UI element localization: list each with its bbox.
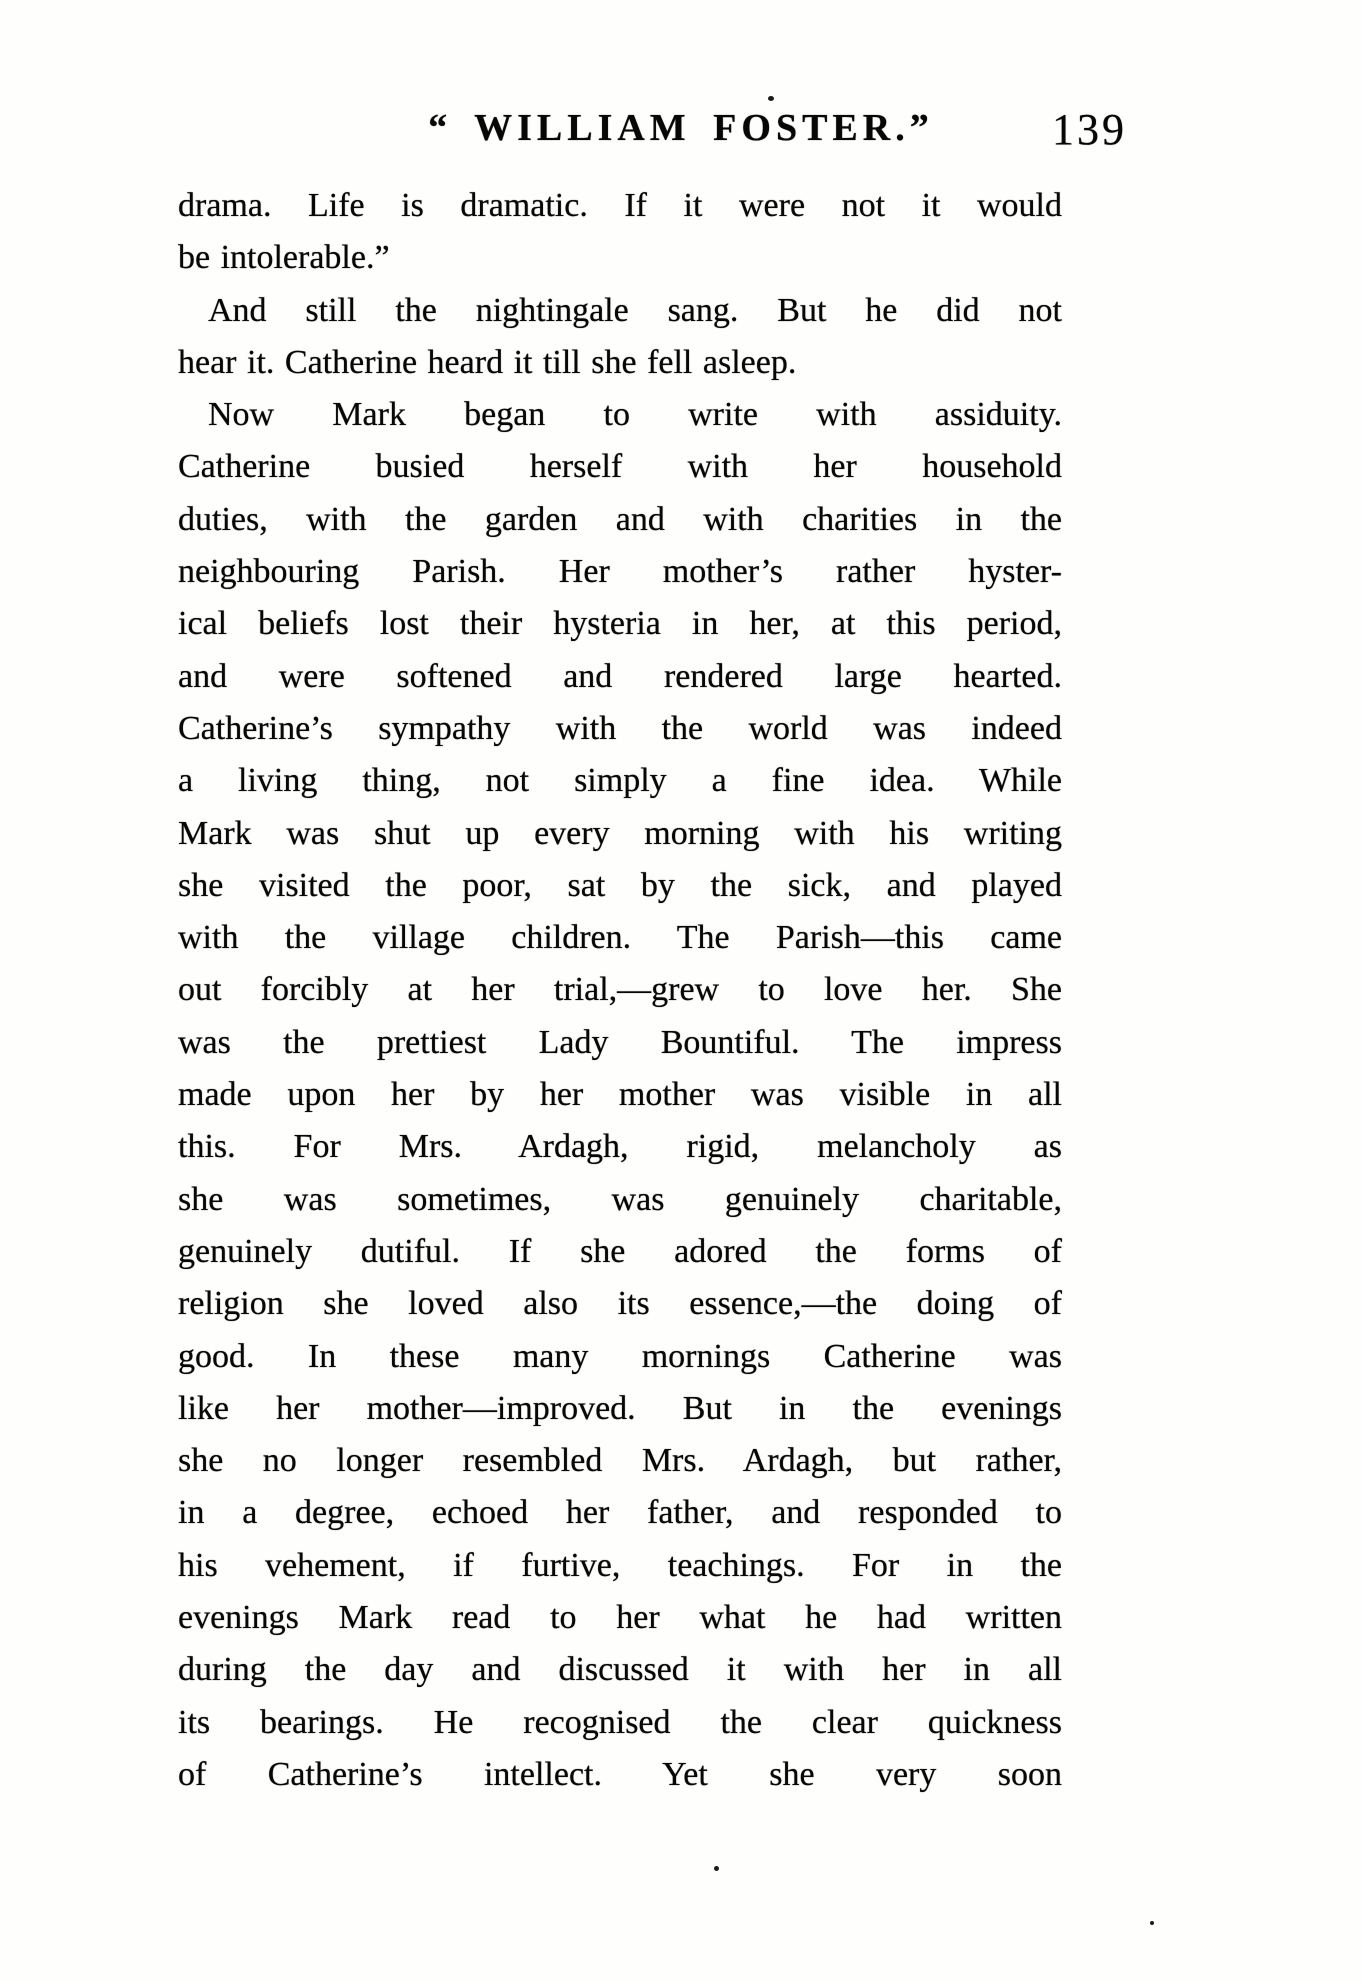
text-line: during the day and discussed it with her in all (178, 1651, 1062, 1689)
text-line: with the village children. The Parish—this came (178, 919, 1062, 957)
text-line: like her mother—improved. But in the evenings (178, 1389, 1062, 1427)
text-line: genuinely dutiful. If she adored the forms of (178, 1232, 1062, 1270)
text-line: a living thing, not simply a fine idea. While (178, 762, 1062, 800)
text-line: out forcibly at her trial,—grew to love her. She (178, 971, 1062, 1009)
text-line: Catherine busied herself with her household (178, 448, 1062, 486)
text-line: his vehement, if furtive, teachings. For in the (178, 1546, 1062, 1584)
text-line: Catherine’s sympathy with the world was indeed (178, 709, 1062, 747)
running-title: “ WILLIAM FOSTER.” (428, 107, 934, 149)
text-line: she was sometimes, was genuinely charitable, (178, 1180, 1062, 1218)
text-line: evenings Mark read to her what he had written (178, 1599, 1062, 1637)
text-line: duties, with the garden and with charities in the (178, 500, 1062, 538)
page-number: 139 (1052, 105, 1127, 154)
text-line: in a degree, echoed her father, and responded to (178, 1494, 1062, 1532)
text-line: its bearings. He recognised the clear quickness (178, 1703, 1062, 1741)
scan-speck (768, 96, 774, 101)
text-line: she visited the poor, sat by the sick, and played (178, 866, 1062, 904)
body-text (178, 180, 1062, 1801)
text-line: ical beliefs lost their hysteria in her, at this period, (178, 605, 1062, 643)
scan-speck (1150, 1921, 1154, 1925)
text-line: made upon her by her mother was visible in all (178, 1076, 1062, 1114)
text-line: of Catherine’s intellect. Yet she very soon (178, 1755, 1062, 1793)
text-line: Mark was shut up every morning with his writing (178, 814, 1062, 852)
text-line: good. In these many mornings Catherine was (178, 1337, 1062, 1375)
text-line: Now Mark began to write with assiduity. (208, 396, 1062, 434)
scan-speck (714, 1866, 719, 1871)
text-line: and were softened and rendered large hearted. (178, 657, 1062, 695)
text-line: was the prettiest Lady Bountiful. The impress (178, 1023, 1062, 1061)
text-line: drama. Life is dramatic. If it were not it would (178, 187, 1062, 224)
text-line: be intolerable.” (178, 239, 390, 277)
text-line: hear it. Catherine heard it till she fell asleep. (178, 343, 797, 381)
text-line: this. For Mrs. Ardagh, rigid, melancholy as (178, 1128, 1062, 1166)
text-line: she no longer resembled Mrs. Ardagh, but rather, (178, 1442, 1062, 1480)
text-line: And still the nightingale sang. But he did not (208, 291, 1062, 329)
page-header (0, 100, 1362, 170)
text-line: religion she loved also its essence,—the doing of (178, 1285, 1062, 1323)
text-line: neighbouring Parish. Her mother’s rather hyster- (178, 553, 1062, 591)
